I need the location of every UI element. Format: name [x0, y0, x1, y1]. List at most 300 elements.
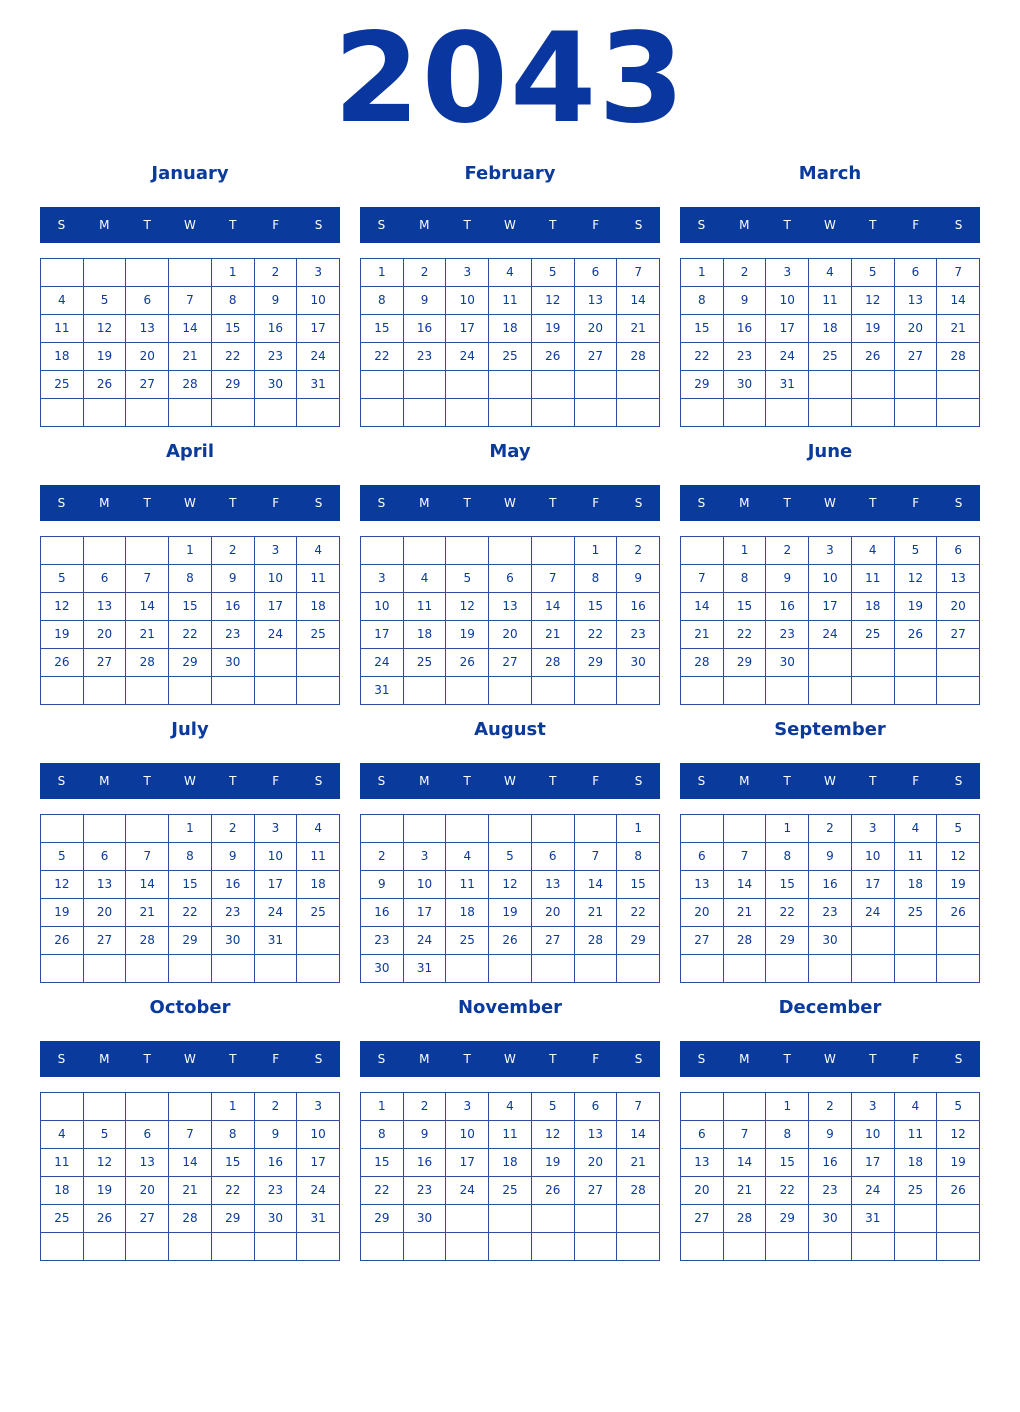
weekday-label: T — [229, 496, 237, 510]
empty-day-cell — [212, 1233, 255, 1261]
day-cell: 18 — [41, 1177, 84, 1205]
day-cell: 4 — [297, 537, 340, 565]
weekday-label: F — [272, 496, 280, 510]
day-cell: 26 — [895, 621, 938, 649]
day-cell: 14 — [126, 871, 169, 899]
day-cell: 22 — [766, 899, 809, 927]
weekday-label: S — [314, 1052, 323, 1066]
day-cell: 28 — [532, 649, 575, 677]
empty-day-cell — [84, 955, 127, 983]
day-cell: 4 — [852, 537, 895, 565]
empty-day-cell — [361, 1233, 404, 1261]
month-january — [40, 158, 340, 436]
day-cell: 9 — [404, 1121, 447, 1149]
day-cell: 23 — [724, 343, 767, 371]
day-cell: 27 — [84, 927, 127, 955]
day-cell: 1 — [361, 259, 404, 287]
day-cell: 7 — [126, 565, 169, 593]
day-cell: 18 — [446, 899, 489, 927]
day-cell: 31 — [297, 1205, 340, 1233]
empty-day-cell — [532, 677, 575, 705]
calendar-grid — [40, 158, 980, 1270]
empty-day-cell — [575, 815, 618, 843]
day-cell: 5 — [446, 565, 489, 593]
weekday-label: S — [697, 218, 706, 232]
day-cell: 2 — [255, 259, 298, 287]
day-cell: 17 — [297, 1149, 340, 1177]
empty-day-cell — [937, 399, 980, 427]
empty-day-cell — [169, 677, 212, 705]
empty-day-cell — [895, 371, 938, 399]
day-cell: 9 — [404, 287, 447, 315]
day-cell: 21 — [169, 1177, 212, 1205]
month-name: August — [474, 719, 546, 740]
weekday-label: W — [824, 1052, 836, 1066]
weekday-label: S — [634, 496, 643, 510]
day-cell: 7 — [169, 287, 212, 315]
day-cell: 20 — [681, 899, 724, 927]
day-cell: 11 — [297, 565, 340, 593]
day-cell: 2 — [361, 843, 404, 871]
empty-day-cell — [297, 955, 340, 983]
day-cell: 8 — [724, 565, 767, 593]
month-september — [680, 714, 980, 992]
day-cell: 20 — [532, 899, 575, 927]
day-cell: 31 — [361, 677, 404, 705]
empty-day-cell — [575, 677, 618, 705]
day-cell: 15 — [361, 1149, 404, 1177]
day-cell: 31 — [255, 927, 298, 955]
day-cell: 25 — [489, 343, 532, 371]
day-cell: 29 — [212, 371, 255, 399]
day-cell: 8 — [766, 843, 809, 871]
month-name: May — [489, 441, 531, 462]
day-cell: 9 — [766, 565, 809, 593]
day-cell: 21 — [617, 315, 660, 343]
weekday-label: T — [869, 1052, 877, 1066]
day-cell: 26 — [446, 649, 489, 677]
day-cell: 20 — [681, 1177, 724, 1205]
day-cell: 13 — [681, 1149, 724, 1177]
day-cell: 20 — [895, 315, 938, 343]
day-cell: 31 — [404, 955, 447, 983]
empty-day-cell — [126, 815, 169, 843]
day-cell: 27 — [489, 649, 532, 677]
empty-day-cell — [532, 371, 575, 399]
day-cell: 23 — [766, 621, 809, 649]
day-cell: 29 — [617, 927, 660, 955]
day-cell: 19 — [895, 593, 938, 621]
weekday-label: S — [697, 496, 706, 510]
day-cell: 5 — [532, 259, 575, 287]
day-cell: 4 — [41, 287, 84, 315]
day-cell: 6 — [575, 1093, 618, 1121]
day-cell: 4 — [404, 565, 447, 593]
day-cell: 8 — [361, 287, 404, 315]
day-cell: 2 — [724, 259, 767, 287]
weekday-label: M — [739, 496, 750, 510]
weekday-label: T — [783, 774, 791, 788]
day-cell: 28 — [169, 1205, 212, 1233]
day-cell: 17 — [404, 899, 447, 927]
empty-day-cell — [937, 1233, 980, 1261]
day-cell: 14 — [169, 315, 212, 343]
empty-day-cell — [766, 677, 809, 705]
day-cell: 10 — [852, 843, 895, 871]
day-cell: 27 — [126, 371, 169, 399]
empty-day-cell — [446, 955, 489, 983]
weekday-label: S — [634, 218, 643, 232]
empty-day-cell — [489, 815, 532, 843]
day-cell: 8 — [361, 1121, 404, 1149]
empty-day-cell — [84, 259, 127, 287]
day-cell: 5 — [84, 1121, 127, 1149]
day-cell: 30 — [255, 1205, 298, 1233]
empty-day-cell — [617, 399, 660, 427]
weekday-label: M — [419, 1052, 430, 1066]
empty-day-cell — [937, 955, 980, 983]
weekday-label: T — [549, 496, 557, 510]
day-cell: 20 — [126, 1177, 169, 1205]
empty-day-cell — [446, 537, 489, 565]
empty-day-cell — [532, 399, 575, 427]
empty-day-cell — [895, 399, 938, 427]
day-cell: 17 — [766, 315, 809, 343]
day-cell: 17 — [852, 1149, 895, 1177]
empty-day-cell — [212, 677, 255, 705]
weekday-label: F — [272, 218, 280, 232]
day-cell: 16 — [255, 315, 298, 343]
day-cell: 19 — [937, 871, 980, 899]
day-cell: 6 — [532, 843, 575, 871]
weekday-label: T — [869, 496, 877, 510]
day-cell: 19 — [84, 1177, 127, 1205]
empty-day-cell — [446, 815, 489, 843]
day-cell: 24 — [255, 621, 298, 649]
day-cell: 10 — [446, 1121, 489, 1149]
weekday-label: S — [57, 218, 66, 232]
weekday-label: W — [184, 218, 196, 232]
day-cell: 29 — [361, 1205, 404, 1233]
month-december — [680, 992, 980, 1270]
weekday-label: T — [463, 218, 471, 232]
day-cell: 26 — [532, 1177, 575, 1205]
day-cell: 6 — [895, 259, 938, 287]
day-cell: 17 — [852, 871, 895, 899]
day-cell: 21 — [937, 315, 980, 343]
month-august — [360, 714, 660, 992]
day-cell: 25 — [895, 899, 938, 927]
empty-day-cell — [126, 259, 169, 287]
day-cell: 24 — [766, 343, 809, 371]
day-cell: 20 — [937, 593, 980, 621]
day-cell: 14 — [681, 593, 724, 621]
day-cell: 15 — [724, 593, 767, 621]
month-april — [40, 436, 340, 714]
empty-day-cell — [766, 399, 809, 427]
empty-day-cell — [489, 955, 532, 983]
day-cell: 9 — [255, 287, 298, 315]
day-cell: 30 — [361, 955, 404, 983]
day-cell: 17 — [809, 593, 852, 621]
month-november — [360, 992, 660, 1270]
day-cell: 7 — [681, 565, 724, 593]
day-cell: 29 — [169, 649, 212, 677]
empty-day-cell — [937, 677, 980, 705]
empty-day-cell — [255, 677, 298, 705]
day-cell: 30 — [809, 1205, 852, 1233]
empty-day-cell — [617, 677, 660, 705]
day-cell: 28 — [681, 649, 724, 677]
day-cell: 15 — [766, 871, 809, 899]
day-cell: 28 — [169, 371, 212, 399]
empty-day-cell — [361, 815, 404, 843]
day-cell: 27 — [895, 343, 938, 371]
day-cell: 13 — [681, 871, 724, 899]
empty-day-cell — [126, 677, 169, 705]
weekday-label: S — [314, 218, 323, 232]
weekday-label: M — [739, 1052, 750, 1066]
day-cell: 17 — [297, 315, 340, 343]
empty-day-cell — [852, 677, 895, 705]
day-cell: 8 — [212, 1121, 255, 1149]
empty-day-cell — [937, 927, 980, 955]
weekday-label: W — [184, 496, 196, 510]
day-grid — [360, 1092, 660, 1261]
day-cell: 15 — [169, 593, 212, 621]
day-cell: 13 — [84, 871, 127, 899]
day-cell: 4 — [489, 259, 532, 287]
day-cell: 24 — [852, 1177, 895, 1205]
weekday-label: T — [783, 218, 791, 232]
day-cell: 20 — [575, 1149, 618, 1177]
day-cell: 1 — [169, 537, 212, 565]
empty-day-cell — [169, 1233, 212, 1261]
day-cell: 1 — [724, 537, 767, 565]
weekday-label: F — [272, 1052, 280, 1066]
day-cell: 15 — [681, 315, 724, 343]
empty-day-cell — [126, 399, 169, 427]
day-cell: 13 — [937, 565, 980, 593]
empty-day-cell — [766, 1233, 809, 1261]
weekday-label: S — [954, 218, 963, 232]
day-cell: 10 — [297, 287, 340, 315]
weekday-header-row — [40, 207, 340, 243]
empty-day-cell — [361, 399, 404, 427]
day-cell: 21 — [126, 899, 169, 927]
day-cell: 9 — [212, 565, 255, 593]
weekday-label: T — [143, 774, 151, 788]
month-name: July — [171, 719, 209, 740]
month-name: November — [457, 997, 563, 1018]
empty-day-cell — [489, 1205, 532, 1233]
empty-day-cell — [489, 371, 532, 399]
day-grid — [40, 536, 340, 705]
weekday-label: F — [912, 496, 920, 510]
weekday-label: S — [377, 218, 386, 232]
day-cell: 8 — [212, 287, 255, 315]
day-cell: 1 — [681, 259, 724, 287]
day-cell: 7 — [169, 1121, 212, 1149]
month-october — [40, 992, 340, 1270]
day-cell: 13 — [532, 871, 575, 899]
empty-day-cell — [895, 1233, 938, 1261]
weekday-header-row — [680, 763, 980, 799]
day-cell: 3 — [404, 843, 447, 871]
day-cell: 8 — [575, 565, 618, 593]
day-cell: 15 — [575, 593, 618, 621]
day-cell: 7 — [724, 843, 767, 871]
day-cell: 24 — [446, 343, 489, 371]
day-cell: 24 — [446, 1177, 489, 1205]
weekday-label: F — [592, 496, 600, 510]
day-cell: 3 — [809, 537, 852, 565]
day-cell: 5 — [895, 537, 938, 565]
weekday-label: W — [824, 774, 836, 788]
day-cell: 29 — [169, 927, 212, 955]
day-cell: 28 — [937, 343, 980, 371]
day-cell: 17 — [255, 871, 298, 899]
day-cell: 7 — [724, 1121, 767, 1149]
day-cell: 29 — [766, 1205, 809, 1233]
weekday-label: M — [419, 218, 430, 232]
day-cell: 23 — [212, 621, 255, 649]
day-cell: 23 — [255, 1177, 298, 1205]
day-cell: 19 — [532, 1149, 575, 1177]
weekday-label: T — [143, 496, 151, 510]
weekday-label: S — [314, 774, 323, 788]
empty-day-cell — [532, 955, 575, 983]
day-cell: 9 — [617, 565, 660, 593]
empty-day-cell — [895, 1205, 938, 1233]
day-cell: 29 — [766, 927, 809, 955]
day-cell: 2 — [212, 537, 255, 565]
day-cell: 17 — [361, 621, 404, 649]
day-cell: 21 — [126, 621, 169, 649]
empty-day-cell — [724, 815, 767, 843]
day-cell: 10 — [809, 565, 852, 593]
day-cell: 16 — [212, 593, 255, 621]
day-cell: 10 — [255, 565, 298, 593]
day-cell: 30 — [724, 371, 767, 399]
day-cell: 13 — [895, 287, 938, 315]
day-cell: 24 — [809, 621, 852, 649]
weekday-label: S — [377, 1052, 386, 1066]
empty-day-cell — [895, 955, 938, 983]
empty-day-cell — [446, 1233, 489, 1261]
empty-day-cell — [724, 1093, 767, 1121]
day-cell: 16 — [724, 315, 767, 343]
day-cell: 19 — [489, 899, 532, 927]
empty-day-cell — [895, 649, 938, 677]
day-grid — [680, 1092, 980, 1261]
day-cell: 22 — [575, 621, 618, 649]
empty-day-cell — [41, 677, 84, 705]
day-cell: 13 — [84, 593, 127, 621]
day-cell: 25 — [41, 1205, 84, 1233]
day-cell: 6 — [84, 565, 127, 593]
day-cell: 11 — [297, 843, 340, 871]
weekday-header-row — [360, 207, 660, 243]
weekday-header-row — [680, 207, 980, 243]
empty-day-cell — [681, 1093, 724, 1121]
empty-day-cell — [84, 399, 127, 427]
day-cell: 18 — [297, 593, 340, 621]
empty-day-cell — [361, 371, 404, 399]
day-grid — [40, 814, 340, 983]
day-cell: 27 — [126, 1205, 169, 1233]
day-cell: 18 — [895, 1149, 938, 1177]
day-cell: 6 — [681, 843, 724, 871]
weekday-label: S — [954, 774, 963, 788]
day-cell: 16 — [809, 871, 852, 899]
day-cell: 18 — [404, 621, 447, 649]
empty-day-cell — [404, 677, 447, 705]
day-cell: 4 — [809, 259, 852, 287]
empty-day-cell — [809, 955, 852, 983]
empty-day-cell — [212, 399, 255, 427]
day-cell: 11 — [41, 315, 84, 343]
day-cell: 4 — [895, 1093, 938, 1121]
empty-day-cell — [809, 371, 852, 399]
weekday-label: T — [783, 1052, 791, 1066]
empty-day-cell — [404, 537, 447, 565]
day-cell: 9 — [361, 871, 404, 899]
weekday-header-row — [680, 485, 980, 521]
day-cell: 10 — [404, 871, 447, 899]
day-cell: 19 — [41, 621, 84, 649]
day-cell: 27 — [84, 649, 127, 677]
day-cell: 2 — [212, 815, 255, 843]
day-cell: 9 — [212, 843, 255, 871]
day-cell: 7 — [126, 843, 169, 871]
day-cell: 14 — [169, 1149, 212, 1177]
weekday-label: S — [377, 496, 386, 510]
weekday-label: T — [463, 496, 471, 510]
weekday-header-row — [40, 1041, 340, 1077]
weekday-label: T — [229, 774, 237, 788]
empty-day-cell — [126, 955, 169, 983]
weekday-header-row — [40, 763, 340, 799]
empty-day-cell — [41, 259, 84, 287]
day-cell: 5 — [937, 1093, 980, 1121]
day-cell: 16 — [404, 315, 447, 343]
weekday-label: M — [99, 1052, 110, 1066]
weekday-label: T — [229, 218, 237, 232]
day-cell: 2 — [404, 259, 447, 287]
weekday-label: F — [912, 1052, 920, 1066]
day-cell: 15 — [617, 871, 660, 899]
day-cell: 23 — [809, 899, 852, 927]
empty-day-cell — [404, 399, 447, 427]
day-cell: 21 — [575, 899, 618, 927]
day-cell: 12 — [84, 315, 127, 343]
day-cell: 14 — [937, 287, 980, 315]
empty-day-cell — [575, 1233, 618, 1261]
day-cell: 7 — [617, 1093, 660, 1121]
weekday-label: W — [504, 218, 516, 232]
empty-day-cell — [489, 1233, 532, 1261]
weekday-label: T — [549, 1052, 557, 1066]
day-cell: 11 — [809, 287, 852, 315]
day-cell: 26 — [41, 927, 84, 955]
empty-day-cell — [169, 399, 212, 427]
empty-day-cell — [41, 1093, 84, 1121]
empty-day-cell — [532, 1205, 575, 1233]
day-cell: 16 — [617, 593, 660, 621]
month-name: April — [165, 441, 215, 462]
empty-day-cell — [617, 955, 660, 983]
